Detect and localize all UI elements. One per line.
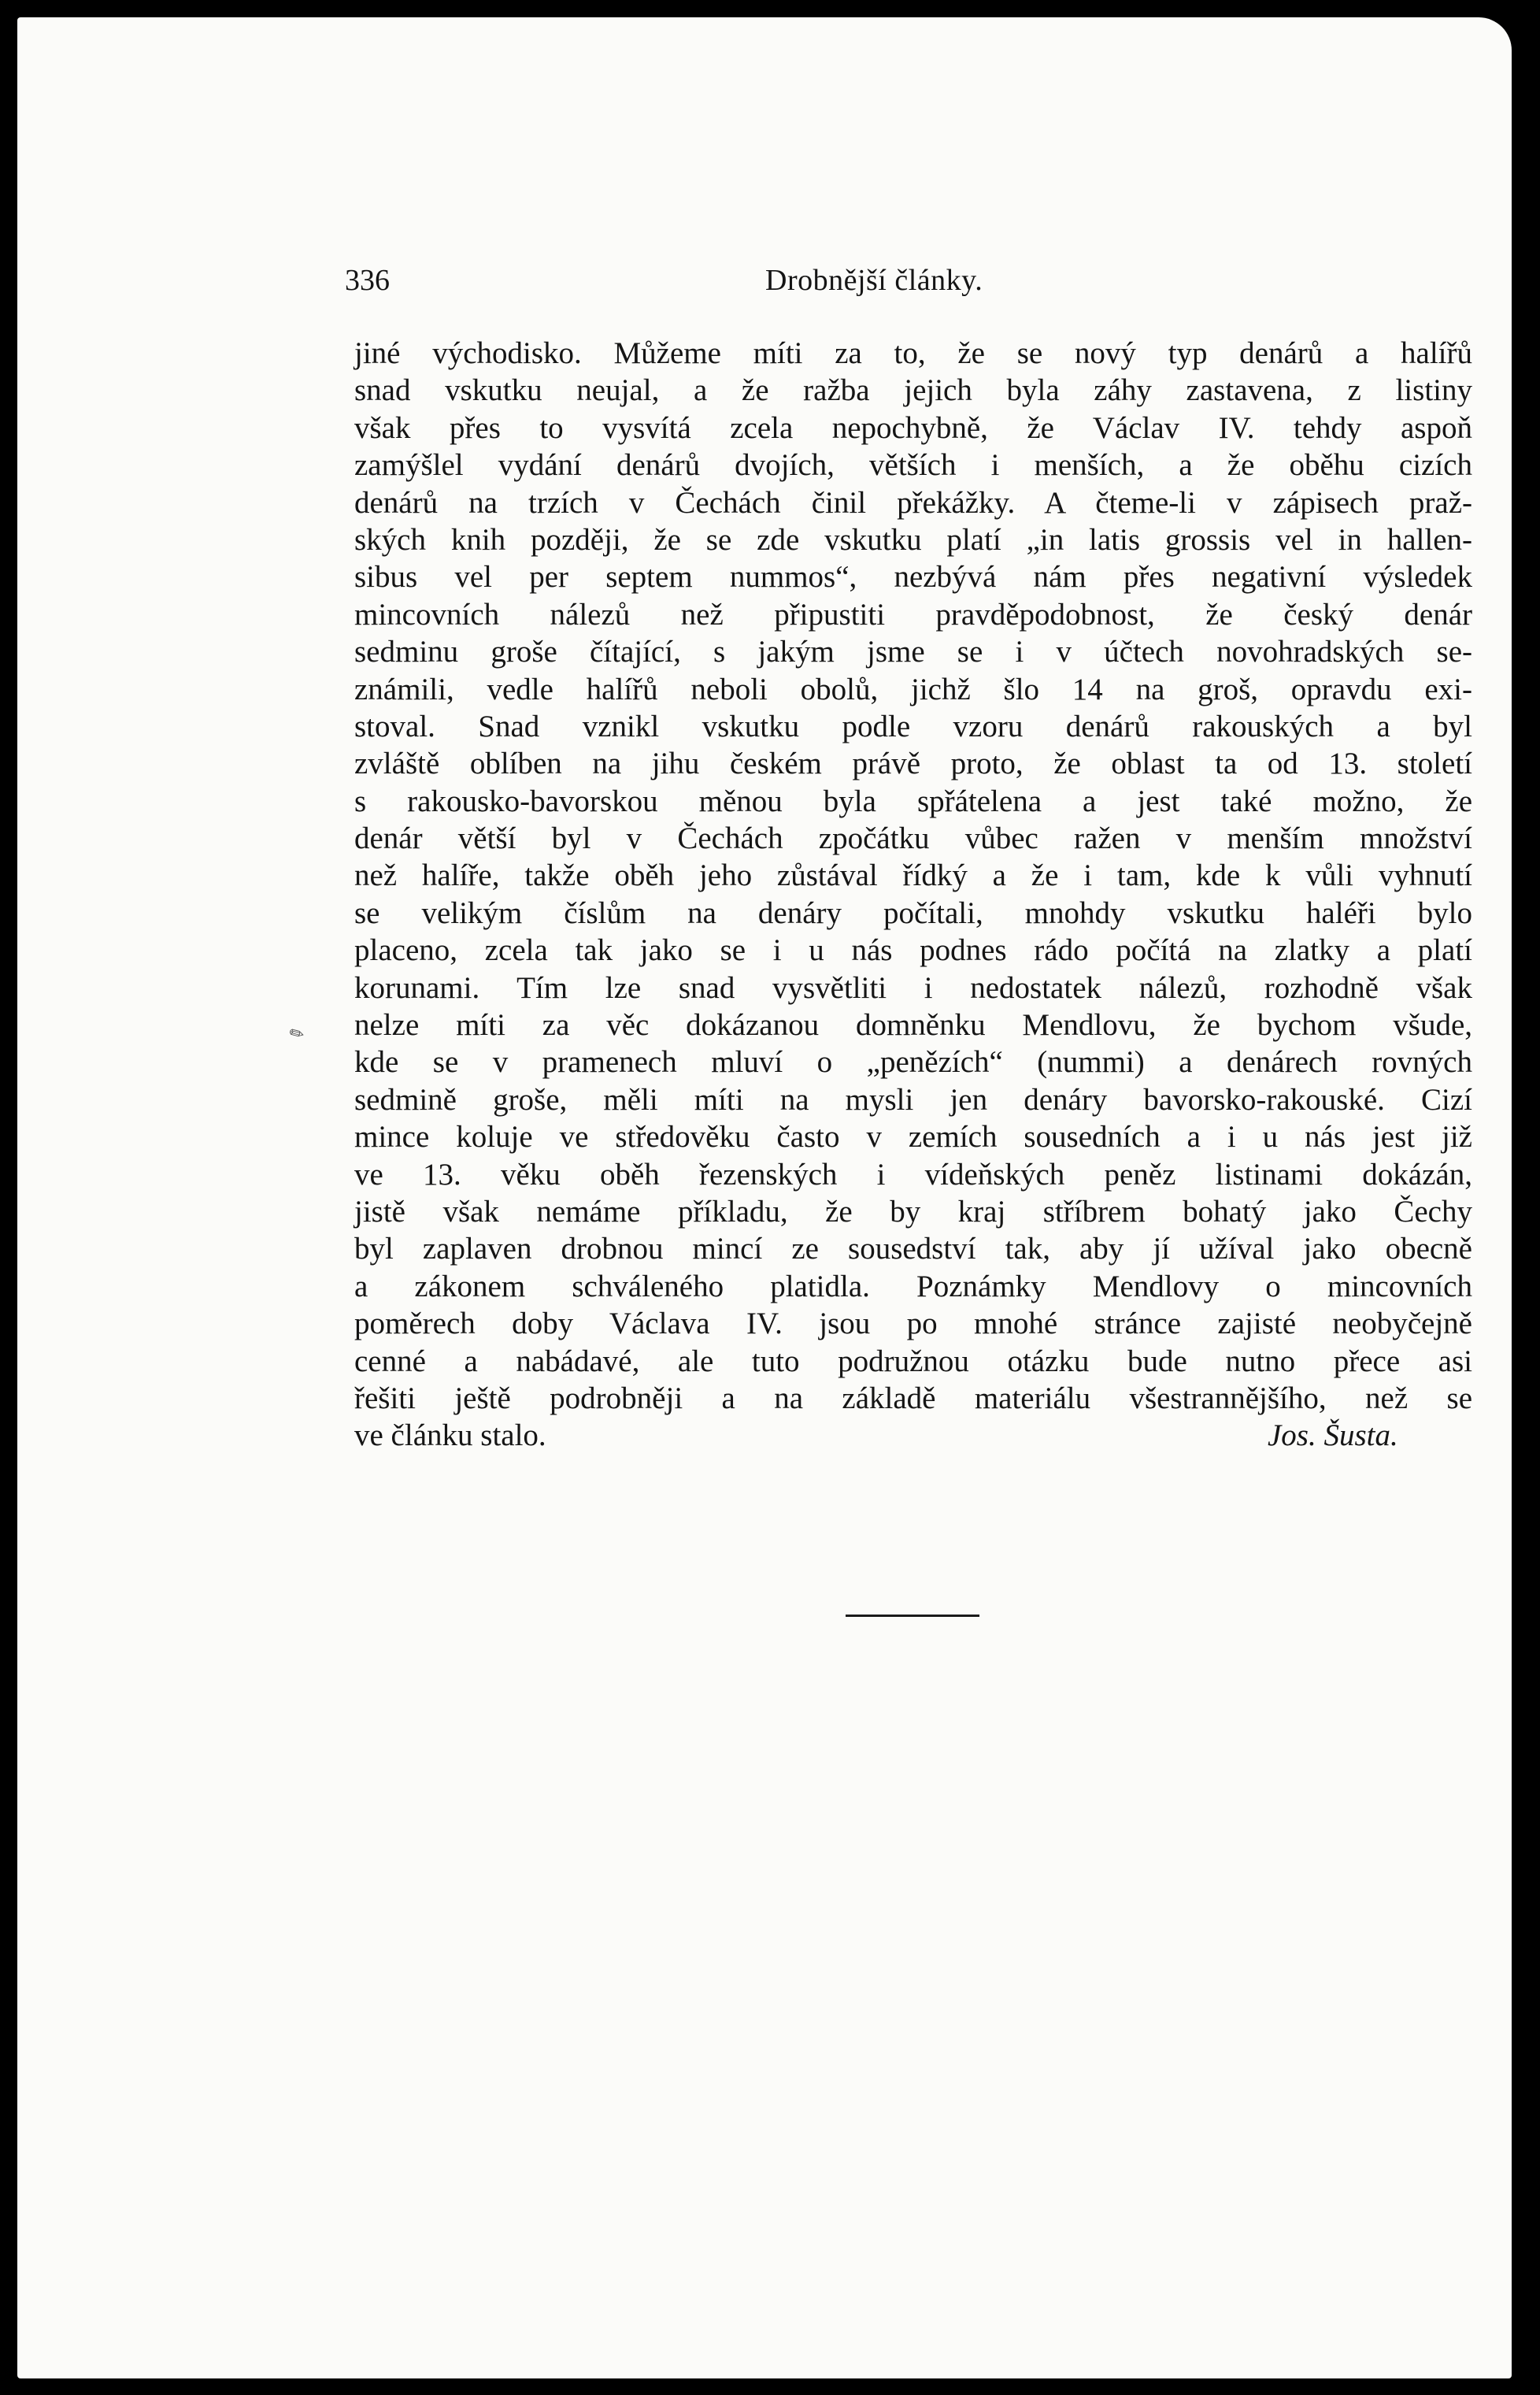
page-number: 336 [345,264,390,297]
text-line: jistě však nemáme příkladu, že by kraj stříbrem bohatý jako Čechy [354,1194,1472,1229]
text-line: známili, vedle halířů neboli obolů, jichž šlo 14 na groš, opravdu exi- [354,672,1472,706]
text-line: sedmině groše, měli míti na mysli jen denáry bavorsko-rakouské. Cizí [354,1082,1472,1117]
text-line: denár větší byl v Čechách zpočátku vůbec ražen v menším množství [354,821,1472,856]
text-line: zamýšlel vydání denárů dvojích, větších i menších, a že oběhu cizích [354,448,1472,483]
text-line: jiné východisko. Můžeme míti za to, že se nový typ denárů a halířů [354,336,1472,370]
text-line: s rakousko-bavorskou měnou byla spřátelena a jest také možno, že [354,784,1472,818]
text-line: zvláště oblíben na jihu českém právě proto, že oblast ta od 13. století [354,747,1472,781]
text-line: byl zaplaven drobnou mincí ze sousedství tak, aby jí užíval jako obecně [354,1232,1472,1266]
end-rule [846,1615,979,1617]
text-line: než halíře, takže oběh jeho zůstával řídký a že i tam, kde k vůli vyhnutí [354,858,1472,893]
text-line: však přes to vysvítá zcela nepochybně, že Václav IV. tehdy aspoň [354,410,1472,445]
article-body [354,335,1472,1455]
text-line: poměrech doby Václava IV. jsou po mnohé stránce zajisté neobyčejně [354,1307,1472,1341]
text-line: ských knih později, že se zde vskutku platí „in latis grossis vel in hallen- [354,522,1472,557]
text-line: cenné a nabádavé, ale tuto podružnou otázku bude nutno přece asi [354,1344,1472,1378]
text-line: řešiti ještě podrobněji a na základě materiálu všestrannějšího, než se [354,1381,1472,1415]
margin-speck: ✎ [285,1021,309,1047]
text-line: stoval. Snad vznikl vskutku podle vzoru denárů rakouských a byl [354,709,1472,743]
text-line: ve 13. věku oběh řezenských i vídeňských peněz listinami dokázán, [354,1157,1472,1192]
text-line: korunami. Tím lze snad vysvětliti i nedostatek nálezů, rozhodně však [354,970,1472,1005]
text-line: placeno, zcela tak jako se i u nás podnes rádo počítá na zlatky a platí [354,933,1472,968]
author-signature: Jos. Šusta. [1268,1418,1398,1453]
text-line: mincovních nálezů než připustiti pravděpodobnost, že český denár [354,597,1472,632]
text-line: sedminu groše čítající, s jakým jsme se i v účtech novohradských se- [354,635,1472,669]
text-line: se velikým číslům na denáry počítali, mnohdy vskutku haléři bylo [354,895,1472,930]
final-line [354,1417,1472,1454]
text-line: snad vskutku neujal, a že ražba jejich byla záhy zastavena, z listiny [354,373,1472,408]
running-title: Drobnější články. [765,264,983,297]
text-line: nelze míti za věc dokázanou domněnku Mendlovu, že bychom všude, [354,1008,1472,1043]
text-line: a zákonem schváleného platidla. Poznámky Mendlovy o mincovních [354,1269,1472,1303]
text-line: mince koluje ve středověku často v zemích sousedních a i u nás jest již [354,1120,1472,1155]
text-line: kde se v pramenech mluví o „penězích“ (nummi) a denárech rovných [354,1045,1472,1080]
book-page [17,17,1512,2378]
text-line: sibus vel per septem nummos“, nezbývá nám přes negativní výsledek [354,560,1472,595]
final-line-text: ve článku stalo. [354,1418,546,1453]
text-line: denárů na trzích v Čechách činil překážky. A čteme-li v zápisech praž- [354,485,1472,520]
